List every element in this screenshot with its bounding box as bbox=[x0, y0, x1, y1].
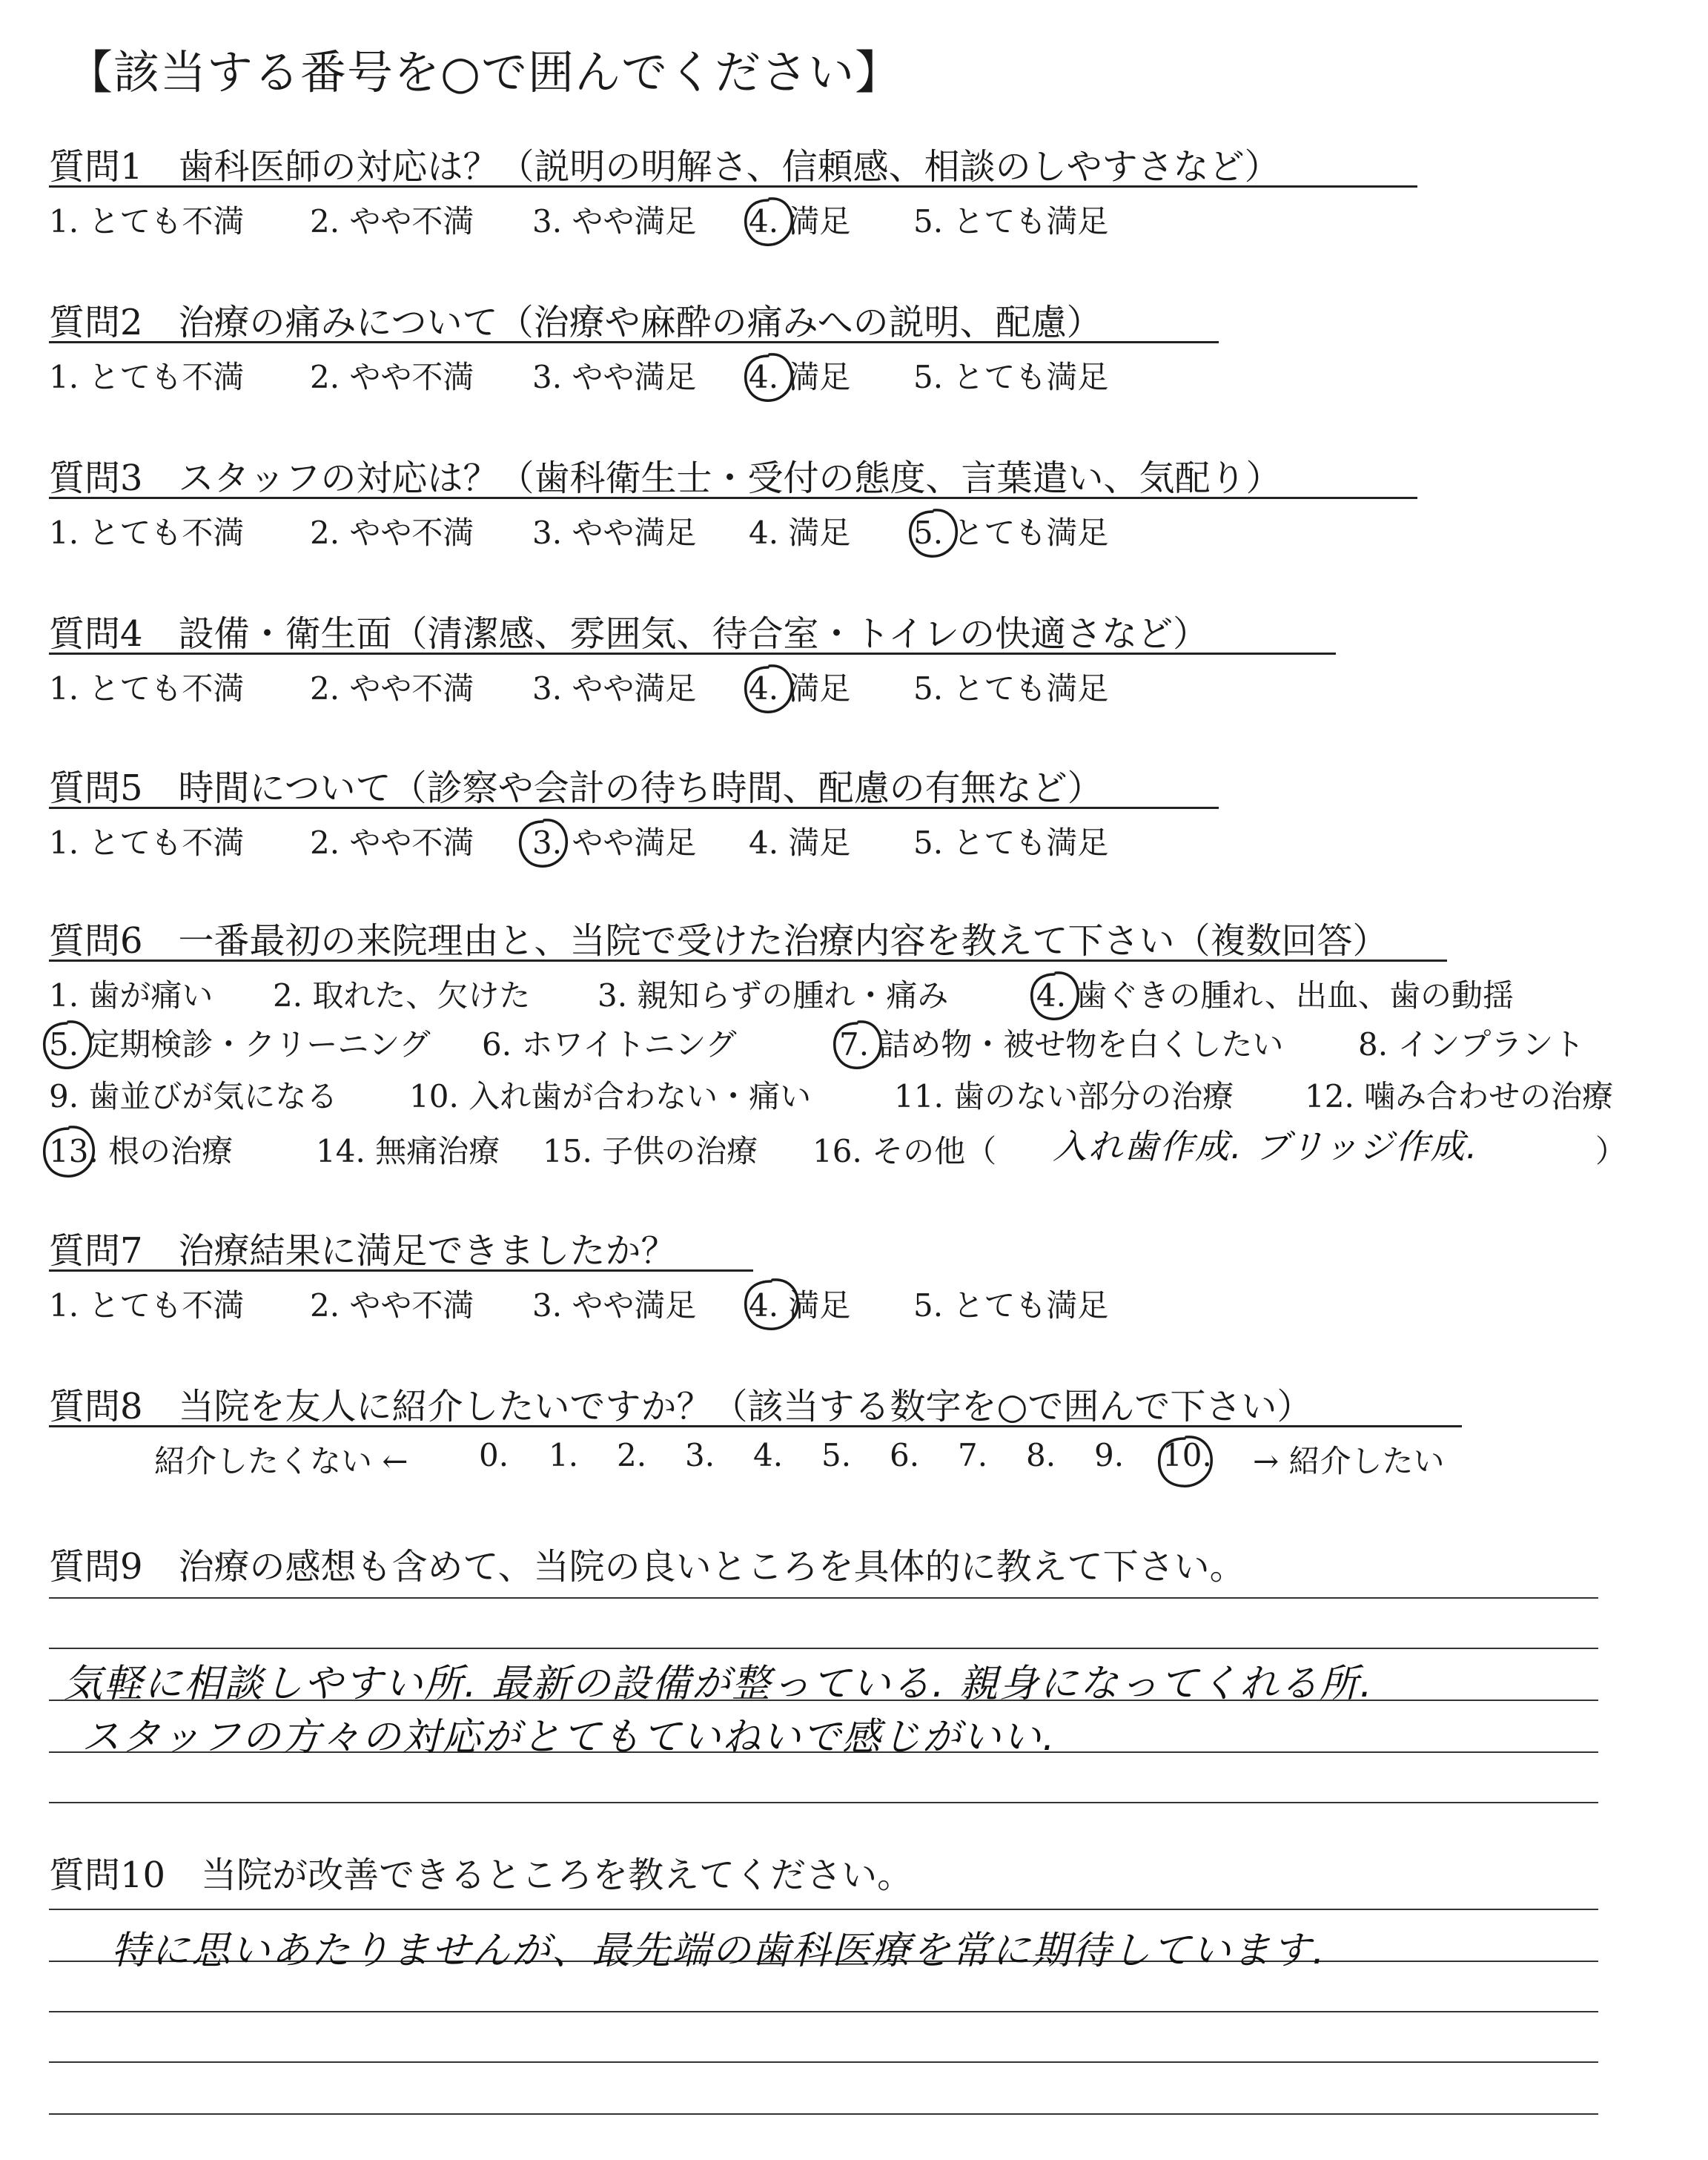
q7-option-3[interactable]: 3. やや満足 bbox=[532, 1287, 697, 1324]
q8-scale-0[interactable]: 0. bbox=[479, 1437, 509, 1473]
q8-scale-7[interactable]: 7. bbox=[958, 1437, 988, 1473]
q5-option-3[interactable]: 3. やや満足 bbox=[532, 825, 697, 861]
q3-option-4[interactable]: 4. 満足 bbox=[749, 515, 851, 551]
q6-option-10[interactable]: 10. 入れ歯が合わない・痛い bbox=[409, 1078, 812, 1114]
question-3-title: 質問3 スタッフの対応は？（歯科衛生士・受付の態度、言葉遣い、気配り） bbox=[49, 458, 1282, 499]
question-7-title: 質問7 治療結果に満足できましたか？ bbox=[49, 1230, 677, 1272]
q8-scale-9[interactable]: 9. bbox=[1094, 1437, 1125, 1473]
q6-option-5[interactable]: 5. 定期検診・クリーニング bbox=[49, 1026, 431, 1063]
q5-option-5[interactable]: 5. とても満足 bbox=[913, 825, 1109, 861]
question-4-underline bbox=[49, 653, 1336, 655]
q1-option-5[interactable]: 5. とても満足 bbox=[913, 203, 1109, 240]
q10-writing-line bbox=[49, 2113, 1598, 2115]
q8-scale-4[interactable]: 4. bbox=[753, 1437, 784, 1473]
q6-option-6[interactable]: 6. ホワイトニング bbox=[482, 1026, 737, 1063]
q9-answer-line-2: スタッフの方々の対応がとてもていねいで感じがいい. bbox=[82, 1715, 1056, 1760]
q6-option-3[interactable]: 3. 親知らずの腫れ・痛み bbox=[598, 977, 949, 1014]
question-9-title: 質問9 治療の感想も含めて、当院の良いところを具体的に教えて下さい。 bbox=[49, 1546, 1245, 1588]
q3-option-5[interactable]: 5. とても満足 bbox=[913, 515, 1109, 551]
q1-option-2[interactable]: 2. やや不満 bbox=[310, 203, 474, 240]
q5-option-1[interactable]: 1. とても不満 bbox=[49, 825, 245, 861]
q5-option-2[interactable]: 2. やや不満 bbox=[310, 825, 474, 861]
q7-option-1[interactable]: 1. とても不満 bbox=[49, 1287, 245, 1324]
q6-option-7[interactable]: 7. 詰め物・被せ物を白くしたい bbox=[839, 1026, 1284, 1063]
q10-writing-line bbox=[49, 2011, 1598, 2012]
q7-option-4[interactable]: 4. 満足 bbox=[749, 1287, 851, 1324]
q9-answer-line-1: 気軽に相談しやすい所. 最新の設備が整っている. 親身になってくれる所. bbox=[64, 1662, 1374, 1706]
q3-option-1[interactable]: 1. とても不満 bbox=[49, 515, 245, 551]
question-10-title: 質問10 当院が改善できるところを教えてください。 bbox=[49, 1855, 913, 1896]
q3-option-2[interactable]: 2. やや不満 bbox=[310, 515, 474, 551]
form-header: 【該当する番号を○で囲んでください】 bbox=[67, 45, 902, 99]
q6-option-4[interactable]: 4. 歯ぐきの腫れ、出血、歯の動揺 bbox=[1036, 977, 1514, 1014]
q4-option-3[interactable]: 3. やや満足 bbox=[532, 670, 697, 707]
q7-option-2[interactable]: 2. やや不満 bbox=[310, 1287, 474, 1324]
question-1-underline bbox=[49, 185, 1417, 188]
question-4-title: 質問4 設備・衛生面（清潔感、雰囲気、待合室・トイレの快適さなど） bbox=[49, 613, 1209, 655]
q6-other-close: ） bbox=[1595, 1133, 1627, 1169]
q6-option-14[interactable]: 14. 無痛治療 bbox=[316, 1133, 500, 1169]
q6-option-16[interactable]: 16. その他（ bbox=[812, 1133, 997, 1169]
q2-option-1[interactable]: 1. とても不満 bbox=[49, 359, 245, 395]
q10-answer-line-1: 特に思いあたりませんが、最先端の歯科医療を常に期待しています. bbox=[111, 1929, 1326, 1973]
q2-option-4[interactable]: 4. 満足 bbox=[749, 359, 851, 395]
q6-option-11[interactable]: 11. 歯のない部分の治療 bbox=[894, 1078, 1234, 1114]
q4-option-1[interactable]: 1. とても不満 bbox=[49, 670, 245, 707]
q6-option-15[interactable]: 15. 子供の治療 bbox=[543, 1133, 758, 1169]
q6-option-9[interactable]: 9. 歯並びが気になる bbox=[49, 1078, 338, 1114]
q10-writing-line bbox=[49, 1909, 1598, 1910]
q8-scale-2[interactable]: 2. bbox=[617, 1437, 647, 1473]
question-8-title: 質問8 当院を友人に紹介したいですか？（該当する数字を○で囲んで下さい） bbox=[49, 1386, 1313, 1427]
question-1-title: 質問1 歯科医師の対応は？（説明の明解さ、信頼感、相談のしやすさなど） bbox=[49, 146, 1280, 188]
q5-option-4[interactable]: 4. 満足 bbox=[749, 825, 851, 861]
q2-option-2[interactable]: 2. やや不満 bbox=[310, 359, 474, 395]
q1-option-4[interactable]: 4. 満足 bbox=[749, 203, 851, 240]
q8-scale-1[interactable]: 1. bbox=[549, 1437, 579, 1473]
q2-option-5[interactable]: 5. とても満足 bbox=[913, 359, 1109, 395]
question-5-underline bbox=[49, 807, 1219, 809]
q9-writing-line bbox=[49, 1802, 1598, 1803]
q10-writing-line bbox=[49, 2061, 1598, 2063]
question-5-title: 質問5 時間について（診察や会計の待ち時間、配慮の有無など） bbox=[49, 767, 1103, 809]
q2-option-3[interactable]: 3. やや満足 bbox=[532, 359, 697, 395]
q8-scale-5[interactable]: 5. bbox=[821, 1437, 852, 1473]
q6-option-2[interactable]: 2. 取れた、欠けた bbox=[273, 977, 531, 1014]
q9-writing-line bbox=[49, 1648, 1598, 1649]
q4-option-2[interactable]: 2. やや不満 bbox=[310, 670, 474, 707]
q7-option-5[interactable]: 5. とても満足 bbox=[913, 1287, 1109, 1324]
question-7-underline bbox=[49, 1269, 753, 1272]
q8-scale-6[interactable]: 6. bbox=[890, 1437, 920, 1473]
q4-option-4[interactable]: 4. 満足 bbox=[749, 670, 851, 707]
question-6-title: 質問6 一番最初の来院理由と、当院で受けた治療内容を教えて下さい（複数回答） bbox=[49, 920, 1388, 962]
q8-right-label: → 紹介したい bbox=[1253, 1443, 1445, 1479]
q6-other-handwritten: 入れ歯作成. ブリッジ作成. bbox=[1053, 1126, 1479, 1166]
q8-left-label: 紹介したくない ← bbox=[154, 1443, 408, 1479]
q1-option-1[interactable]: 1. とても不満 bbox=[49, 203, 245, 240]
q8-scale-10[interactable]: 10. bbox=[1162, 1437, 1212, 1473]
question-3-underline bbox=[49, 497, 1417, 499]
q1-option-3[interactable]: 3. やや満足 bbox=[532, 203, 697, 240]
question-2-title: 質問2 治療の痛みについて（治療や麻酔の痛みへの説明、配慮） bbox=[49, 302, 1102, 343]
q6-option-1[interactable]: 1. 歯が痛い bbox=[49, 977, 214, 1014]
q3-option-3[interactable]: 3. やや満足 bbox=[532, 515, 697, 551]
question-2-underline bbox=[49, 341, 1219, 343]
q4-option-5[interactable]: 5. とても満足 bbox=[913, 670, 1109, 707]
q6-option-8[interactable]: 8. インプラント bbox=[1358, 1026, 1585, 1063]
q8-scale-3[interactable]: 3. bbox=[685, 1437, 715, 1473]
q6-option-13[interactable]: 13. 根の治療 bbox=[49, 1133, 234, 1169]
q6-option-12[interactable]: 12. 噛み合わせの治療 bbox=[1305, 1078, 1614, 1114]
question-6-underline bbox=[49, 960, 1447, 962]
q9-writing-line bbox=[49, 1597, 1598, 1599]
question-8-underline bbox=[49, 1425, 1462, 1427]
q8-scale-8[interactable]: 8. bbox=[1026, 1437, 1056, 1473]
